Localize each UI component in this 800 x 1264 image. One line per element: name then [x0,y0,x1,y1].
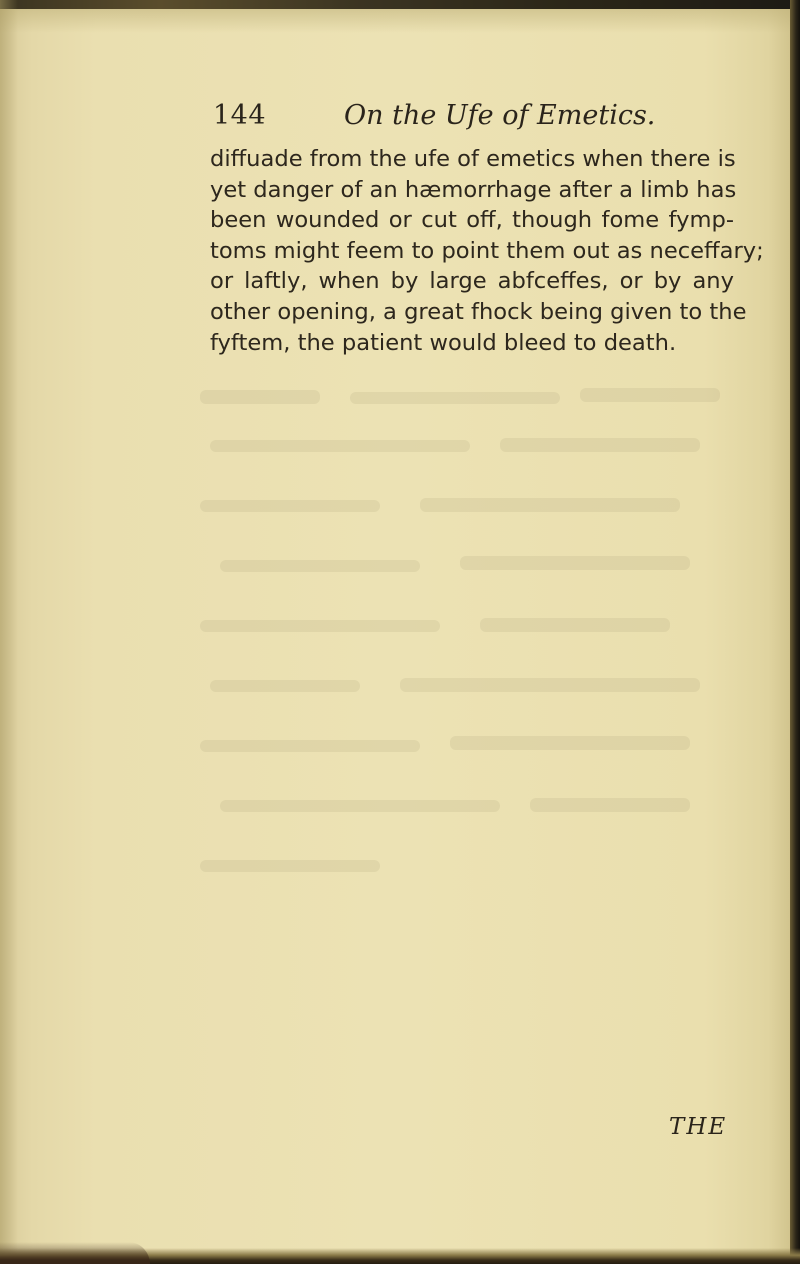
text-line: diffuade from the ufe of emetics when there is [210,146,736,172]
text-line: been wounded or cut off, though fome fymp- [210,207,734,234]
page-binding-edge [790,0,800,1264]
bleed-through-marks [200,380,740,900]
page-top-shadow [0,9,800,33]
page-corner-damage [0,1242,150,1264]
text-line: other opening, a great fhock being given to the [210,298,747,325]
text-line: yet danger of an hæmorrhage after a limb has [210,176,737,203]
page-left-shadow [0,0,18,1264]
page-number: 144 [213,100,267,131]
page-top-edge [0,0,800,9]
catchword: THE [669,1114,728,1140]
text-line: fyftem, the patient would bleed to death. [210,329,677,356]
text-line: toms might feem to point them out as neceffary; [210,237,764,264]
body-paragraph [210,144,764,358]
running-title: On the Ufe of Emetics. [344,100,656,131]
text-line: or laftly, when by large abfceffes, or by any [210,268,734,295]
bleed-through-texture [200,380,740,906]
running-head [0,100,800,140]
